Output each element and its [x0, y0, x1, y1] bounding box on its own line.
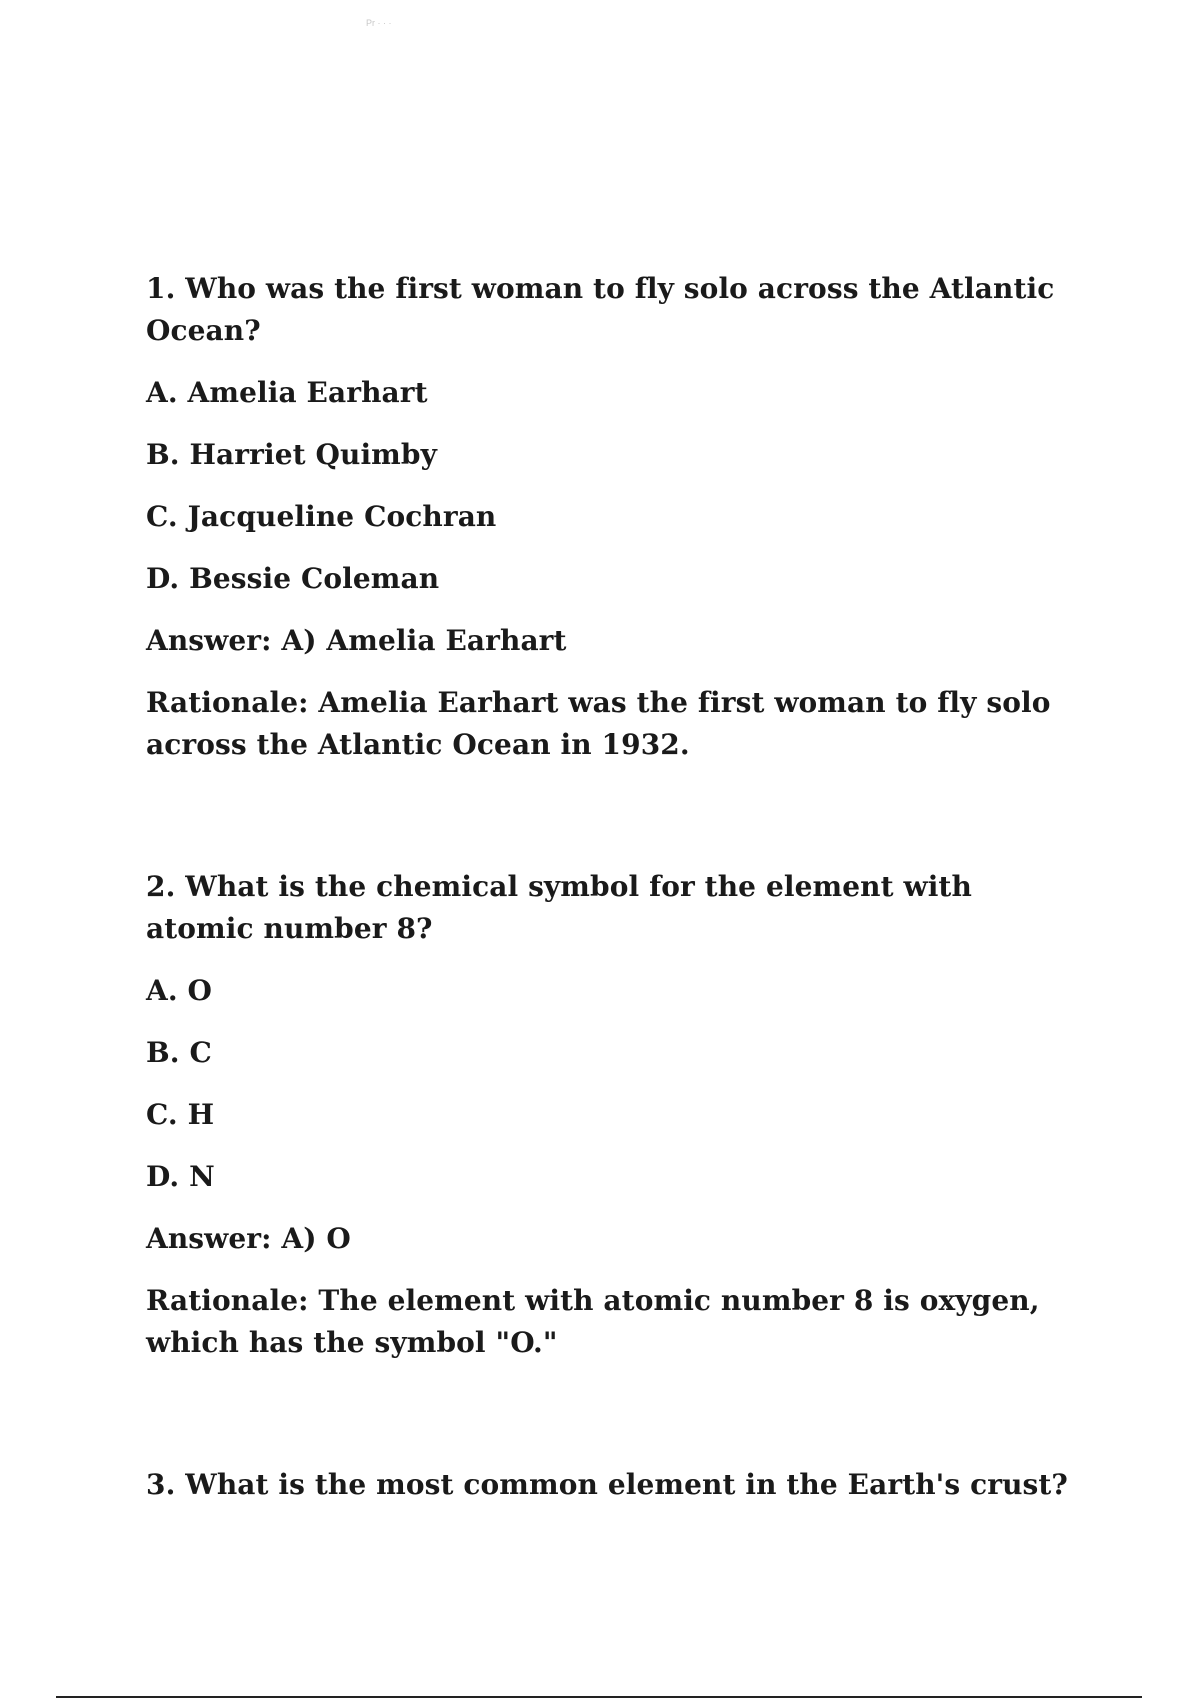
question-text: 1. Who was the first woman to fly solo across the Atlantic Ocean?	[146, 272, 1055, 347]
option-a: A. Amelia Earhart	[146, 376, 428, 409]
answer-text: Answer: A) O	[146, 1222, 351, 1255]
answer-text: Answer: A) Amelia Earhart	[146, 624, 567, 657]
option-b: B. Harriet Quimby	[146, 438, 437, 471]
option-d: D. Bessie Coleman	[146, 562, 440, 595]
header-mark: Pr · · ·	[366, 18, 392, 28]
spacer	[146, 1384, 1086, 1464]
question-text: 3. What is the most common element in the Earth's crust?	[146, 1468, 1068, 1501]
rationale-text: Rationale: Amelia Earhart was the first woman to fly solo across the Atlantic Ocean in 1932.	[146, 686, 1051, 761]
rationale-text: Rationale: The element with atomic number 8 is oxygen, which has the symbol "O."	[146, 1284, 1040, 1359]
question-text: 2. What is the chemical symbol for the element with atomic number 8?	[146, 870, 972, 945]
option-a: A. O	[146, 974, 213, 1007]
quiz-content	[146, 268, 1086, 1526]
spacer	[146, 786, 1086, 866]
question-block-3	[146, 1464, 1086, 1506]
question-block-1	[146, 268, 1086, 766]
question-block-2	[146, 866, 1086, 1364]
option-c: C. H	[146, 1098, 215, 1131]
option-d: D. N	[146, 1160, 215, 1193]
option-c: C. Jacqueline Cochran	[146, 500, 497, 533]
bottom-divider	[56, 1696, 1142, 1698]
option-b: B. C	[146, 1036, 212, 1069]
